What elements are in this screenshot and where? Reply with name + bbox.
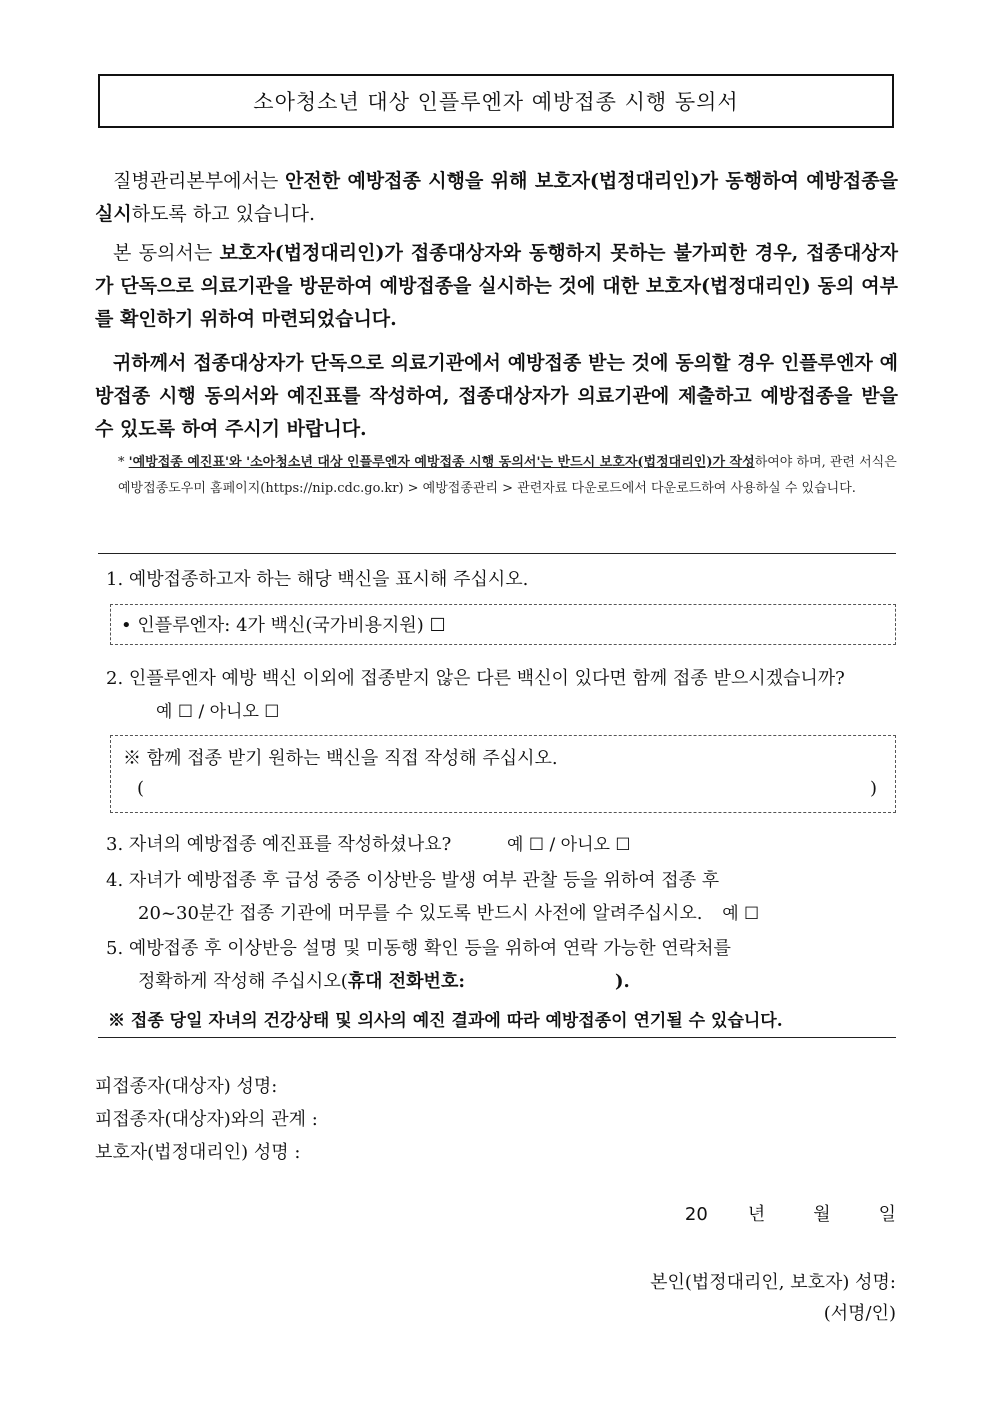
intro-paragraph-2: 본 동의서는 보호자(법정대리인)가 접종대상자와 동행하지 못하는 불가피한 경우, 접종대상자가 단독으로 의료기관을 방문하여 예방접종을 실시하는 것에 대한 보호자(법정대리인) 동의 여부를 확인하기 위하여 마련되었습니다. [95,242,899,330]
question-3: 3. 자녀의 예방접종 예진표를 작성하셨나요? 예 ☐ / 아니오 ☐ [106,834,631,855]
intro-paragraph-3: 귀하께서 접종대상자가 단독으로 의료기관에서 예방접종 받는 것에 동의할 경우 인플루엔자 예방접종 시행 동의서와 예진표를 작성하여, 접종대상자가 의료기관에 제출하고 예방접종을 받을 수 있도록 하여 주시기 바랍니다. [95,352,898,440]
postpone-warning: ※ 접종 당일 자녀의 건강상태 및 의사의 예진 결과에 따라 예방접종이 연기될 수 있습니다. [108,1011,783,1031]
document-title-text: 소아청소년 대상 인플루엔자 예방접종 시행 동의서 [253,90,739,114]
signer-line[interactable]: 본인(법정대리인, 보호자) 성명: [650,1272,896,1293]
signature-fields [95,1070,318,1169]
question-2: 2. 인플루엔자 예방 백신 이외에 접종받지 않은 다른 백신이 있다면 함께 접종 받으시겠습니까? 예 ☐ / 아니오 ☐ [106,668,845,722]
question-4: 4. 자녀가 예방접종 후 급성 중증 이상반응 발생 여부 관찰 등을 위하여 접종 후 20~30분간 접종 기관에 머무를 수 있도록 반드시 사전에 알려주십시오. 예 ☐ [106,870,760,924]
other-vaccine-box[interactable] [110,735,896,813]
divider-bottom [98,1037,896,1038]
question-2-options[interactable]: 예 ☐ / 아니오 ☐ [156,702,280,722]
other-vaccine-input[interactable]: ( ) [137,778,877,799]
phone-label: 휴대 전화번호: [347,971,465,992]
subject-name-field[interactable]: 피접종자(대상자) 성명: [95,1076,278,1097]
relation-field[interactable]: 피접종자(대상자)와의 관계 : [95,1109,318,1130]
guardian-name-field[interactable]: 보호자(법정대리인) 성명 : [95,1142,301,1163]
question-1: 1. 예방접종하고자 하는 해당 백신을 표시해 주십시오. [106,569,529,590]
sign-mark: (서명/인) [823,1303,896,1324]
footnote: * '예방접종 예진표'와 '소아청소년 대상 인플루엔자 예방접종 시행 동의서'는 반드시 보호자(법정대리인)가 작성하여야 하며, 관련 서식은 예방접종도우미 홈페이지(https://nip.cdc.go.kr) > 예방접종관리 > 관련자료 다운로드에서 다운로드하여 사용하실 수 있습니다. [118,455,897,496]
vaccine-option-influenza[interactable]: • 인플루엔자: 4가 백신(국가비용지원) ☐ [121,615,446,636]
question-4-option[interactable]: 예 ☐ [722,904,760,924]
document-title [98,74,894,128]
question-3-options[interactable]: 예 ☐ / 아니오 ☐ [507,835,631,855]
divider-top [98,553,896,554]
question-5: 5. 예방접종 후 이상반응 설명 및 미동행 확인 등을 위하여 연락 가능한 연락처를 정확하게 작성해 주십시오(휴대 전화번호: ). [106,938,731,992]
intro-paragraph-1: 질병관리본부에서는 안전한 예방접종 시행을 위해 보호자(법정대리인)가 동행하여 예방접종을 실시하도록 하고 있습니다. [95,170,898,225]
vaccine-select-box[interactable] [110,604,896,645]
other-vaccine-instruction: ※ 함께 접종 받기 원하는 백신을 직접 작성해 주십시오. [123,748,558,769]
date-line[interactable]: 20 년 월 일 [684,1204,896,1225]
